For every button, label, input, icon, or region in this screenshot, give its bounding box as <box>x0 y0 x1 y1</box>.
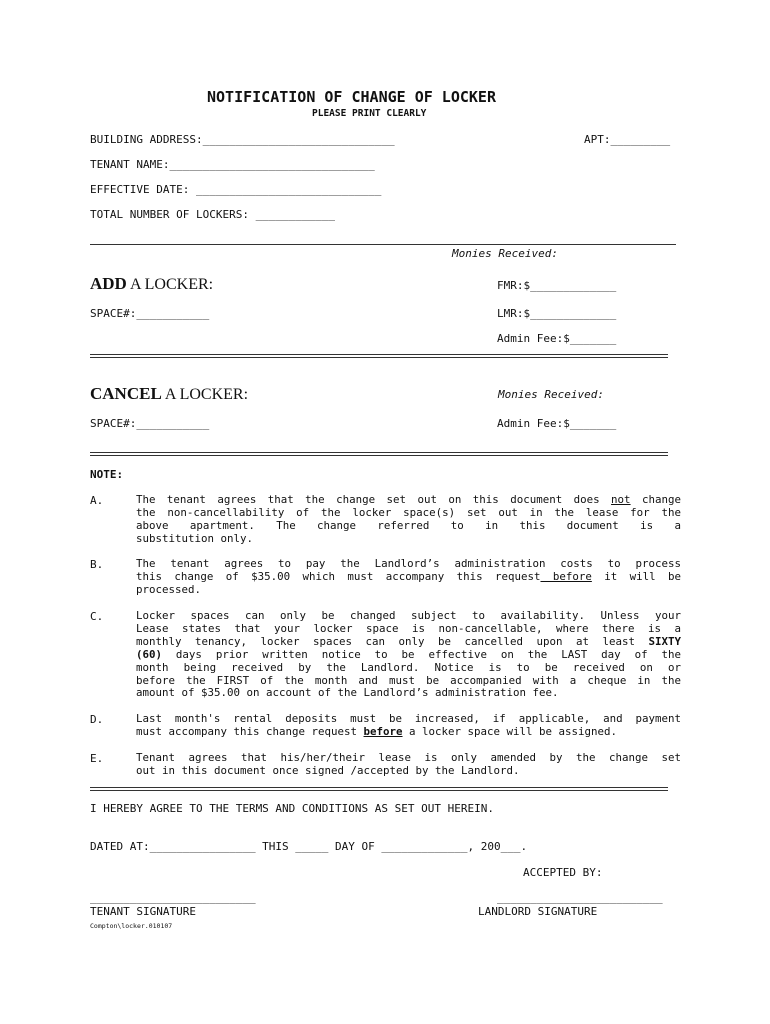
add-heading-rest: A LOCKER: <box>126 276 214 293</box>
fmr-field[interactable]: FMR:$_____________ <box>497 279 617 292</box>
note-e-line-2: out in this document once signed /accepted by the Landlord. <box>136 763 520 777</box>
note-a-line-2: the non-cancellability of the locker space(s) set out in the lease for the <box>136 505 681 519</box>
cancel-space-field[interactable]: SPACE#:___________ <box>90 417 210 430</box>
apt-field[interactable]: APT:_________ <box>584 133 671 146</box>
note-c-line-5: month being received by the Landlord. Notice is to be received on or <box>136 660 681 674</box>
add-monies-received-label: Monies Received: <box>452 247 558 260</box>
divider-double <box>90 787 668 791</box>
cancel-heading-bold: CANCEL <box>90 384 162 403</box>
tenant-name-field[interactable]: TENANT NAME:_______________________________ <box>90 158 375 171</box>
note-a-line-4: substitution only. <box>136 531 254 545</box>
effective-date-field[interactable]: EFFECTIVE DATE: ____________________________ <box>90 183 382 196</box>
note-letter-b: B. <box>90 558 104 571</box>
note-letter-a: A. <box>90 494 104 507</box>
footer-file-code: Compton\locker.010107 <box>90 922 173 930</box>
note-text-c <box>136 610 681 700</box>
note-c-line-6: before the FIRST of the month and must be accompanied with a cheque in the <box>136 673 681 687</box>
cancel-admin-fee-field[interactable]: Admin Fee:$_______ <box>497 417 617 430</box>
note-label: NOTE: <box>90 468 124 481</box>
note-text-d <box>136 713 681 739</box>
landlord-signature-line[interactable]: _________________________ <box>497 891 663 904</box>
cancel-heading-rest: A LOCKER: <box>161 386 249 403</box>
note-text-e <box>136 752 681 778</box>
cancel-locker-heading <box>90 384 248 404</box>
note-d-line-1: Last month's rental deposits must be increased, if applicable, and payment <box>136 712 681 725</box>
add-space-field[interactable]: SPACE#:___________ <box>90 307 210 320</box>
dated-at-field[interactable]: DATED AT:________________ THIS _____ DAY OF _____________, 200___. <box>90 840 528 853</box>
note-letter-c: C. <box>90 610 104 623</box>
note-a-line-3: above apartment. The change referred to in this document is a <box>136 518 681 532</box>
note-letter-d: D. <box>90 713 104 726</box>
building-address-field[interactable]: BUILDING ADDRESS:_____________________________ <box>90 133 395 146</box>
tenant-signature-label: TENANT SIGNATURE <box>90 905 196 918</box>
add-heading-bold: ADD <box>90 274 127 293</box>
note-c-line-7: amount of $35.00 on account of the Landlord’s administration fee. <box>136 686 559 700</box>
landlord-signature-label: LANDLORD SIGNATURE <box>478 905 598 918</box>
note-d-line-2: must accompany this change request before a locker space will be assigned. <box>136 724 618 738</box>
note-a-line-1: The tenant agrees that the change set out on this document does not change <box>136 493 681 506</box>
divider <box>90 244 676 245</box>
cancel-monies-received-label: Monies Received: <box>498 388 604 401</box>
note-c-line-4: (60) days prior written notice to be effective on the LAST day of the <box>136 647 681 661</box>
divider-double <box>90 354 668 358</box>
accepted-by-label: ACCEPTED BY: <box>523 866 603 879</box>
form-subtitle: PLEASE PRINT CLEARLY <box>312 108 427 119</box>
add-locker-heading <box>90 274 213 294</box>
note-b-line-2: this change of $35.00 which must accompany this request before it will be <box>136 569 681 583</box>
lmr-field[interactable]: LMR:$_____________ <box>497 307 617 320</box>
note-letter-e: E. <box>90 752 104 765</box>
note-text-a <box>136 494 681 546</box>
note-e-line-1: Tenant agrees that his/her/their lease is only amended by the change set <box>136 751 681 764</box>
note-c-line-3: monthly tenancy, locker spaces can only be cancelled upon at least SIXTY <box>136 634 681 648</box>
tenant-signature-line[interactable]: _________________________ <box>90 891 256 904</box>
note-c-line-2: Lease states that your locker space is non-cancellable, where there is a <box>136 621 681 635</box>
divider-double <box>90 452 668 456</box>
note-b-line-3: processed. <box>136 582 202 596</box>
add-admin-fee-field[interactable]: Admin Fee:$_______ <box>497 332 617 345</box>
note-b-line-1: The tenant agrees to pay the Landlord’s administration costs to process <box>136 557 681 570</box>
note-c-line-1: Locker spaces can only be changed subject to availability. Unless your <box>136 609 681 622</box>
note-text-b <box>136 558 681 597</box>
agreement-statement: I HEREBY AGREE TO THE TERMS AND CONDITIONS AS SET OUT HEREIN. <box>90 802 494 815</box>
total-lockers-field[interactable]: TOTAL NUMBER OF LOCKERS: ____________ <box>90 208 336 221</box>
form-title: NOTIFICATION OF CHANGE OF LOCKER <box>207 88 496 106</box>
